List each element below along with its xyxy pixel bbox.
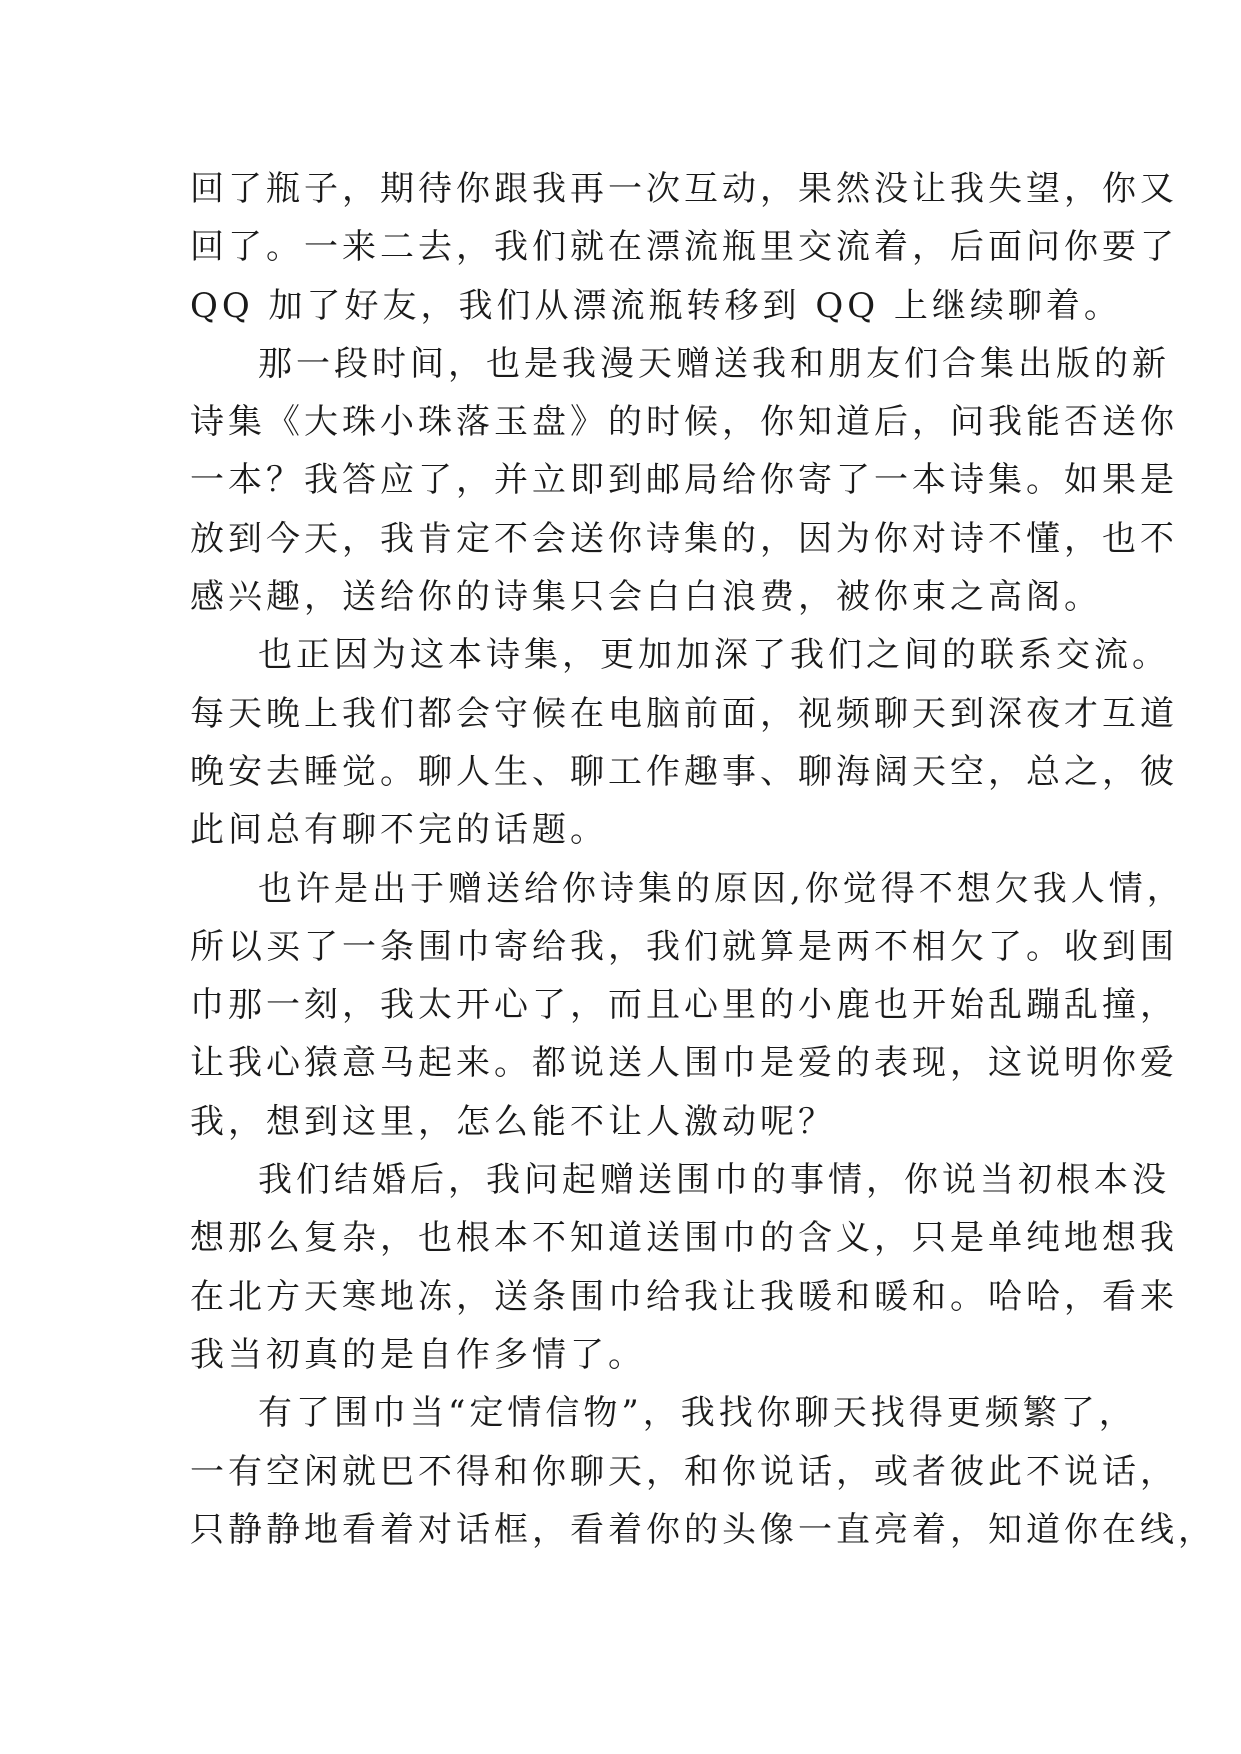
text-line: 巾那一刻，我太开心了，而且心里的小鹿也开始乱蹦乱撞， (190, 985, 1178, 1026)
paragraph-first-line: 那一段时间，也是我漫天赠送我和朋友们合集出版的新 (258, 343, 1170, 384)
paragraph-first-line: 也正因为这本诗集，更加加深了我们之间的联系交流。 (258, 635, 1170, 676)
text-line: 我当初真的是自作多情了。 (190, 1334, 646, 1375)
text-line: 想那么复杂，也根本不知道送围巾的含义，只是单纯地想我 (190, 1218, 1178, 1259)
text-line: 让我心猿意马起来。都说送人围巾是爱的表现，这说明你爱 (190, 1043, 1178, 1084)
text-line: 一有空闲就巴不得和你聊天，和你说话，或者彼此不说话， (190, 1451, 1178, 1492)
text-line: 放到今天，我肯定不会送你诗集的，因为你对诗不懂，也不 (190, 518, 1178, 559)
text-line: 所以买了一条围巾寄给我，我们就算是两不相欠了。收到围 (190, 926, 1178, 967)
text-line: 此间总有聊不完的话题。 (190, 810, 608, 851)
paragraph-first-line: 有了围巾当“定情信物”，我找你聊天找得更频繁了， (258, 1393, 1137, 1434)
text-line: 我，想到这里，怎么能不让人激动呢？ (190, 1101, 836, 1142)
text-line: 一本？我答应了，并立即到邮局给你寄了一本诗集。如果是 (190, 460, 1178, 501)
text-line: 晚安去睡觉。聊人生、聊工作趣事、聊海阔天空，总之，彼 (190, 751, 1178, 792)
body-text (190, 160, 1216, 1559)
text-line: 在北方天寒地冻，送条围巾给我让我暖和暖和。哈哈，看来 (190, 1276, 1178, 1317)
text-line: 感兴趣，送给你的诗集只会白白浪费，被你束之高阁。 (190, 577, 1102, 618)
text-line: 只静静地看着对话框，看着你的头像一直亮着，知道你在线， (190, 1509, 1216, 1550)
text-line: QQ 加了好友，我们从漂流瓶转移到 QQ 上继续聊着。 (190, 285, 1122, 326)
text-line: 回了。一来二去，我们就在漂流瓶里交流着，后面问你要了 (190, 227, 1178, 268)
paragraph-first-line: 我们结婚后，我问起赠送围巾的事情，你说当初根本没 (258, 1160, 1170, 1201)
text-line: 回了瓶子，期待你跟我再一次互动，果然没让我失望，你又 (190, 169, 1178, 209)
text-line: 诗集《大珠小珠落玉盘》的时候，你知道后，问我能否送你 (190, 402, 1178, 443)
paragraph-first-line: 也许是出于赠送给你诗集的原因,你觉得不想欠我人情， (258, 868, 1185, 909)
text-line: 每天晚上我们都会守候在电脑前面，视频聊天到深夜才互道 (190, 693, 1178, 734)
